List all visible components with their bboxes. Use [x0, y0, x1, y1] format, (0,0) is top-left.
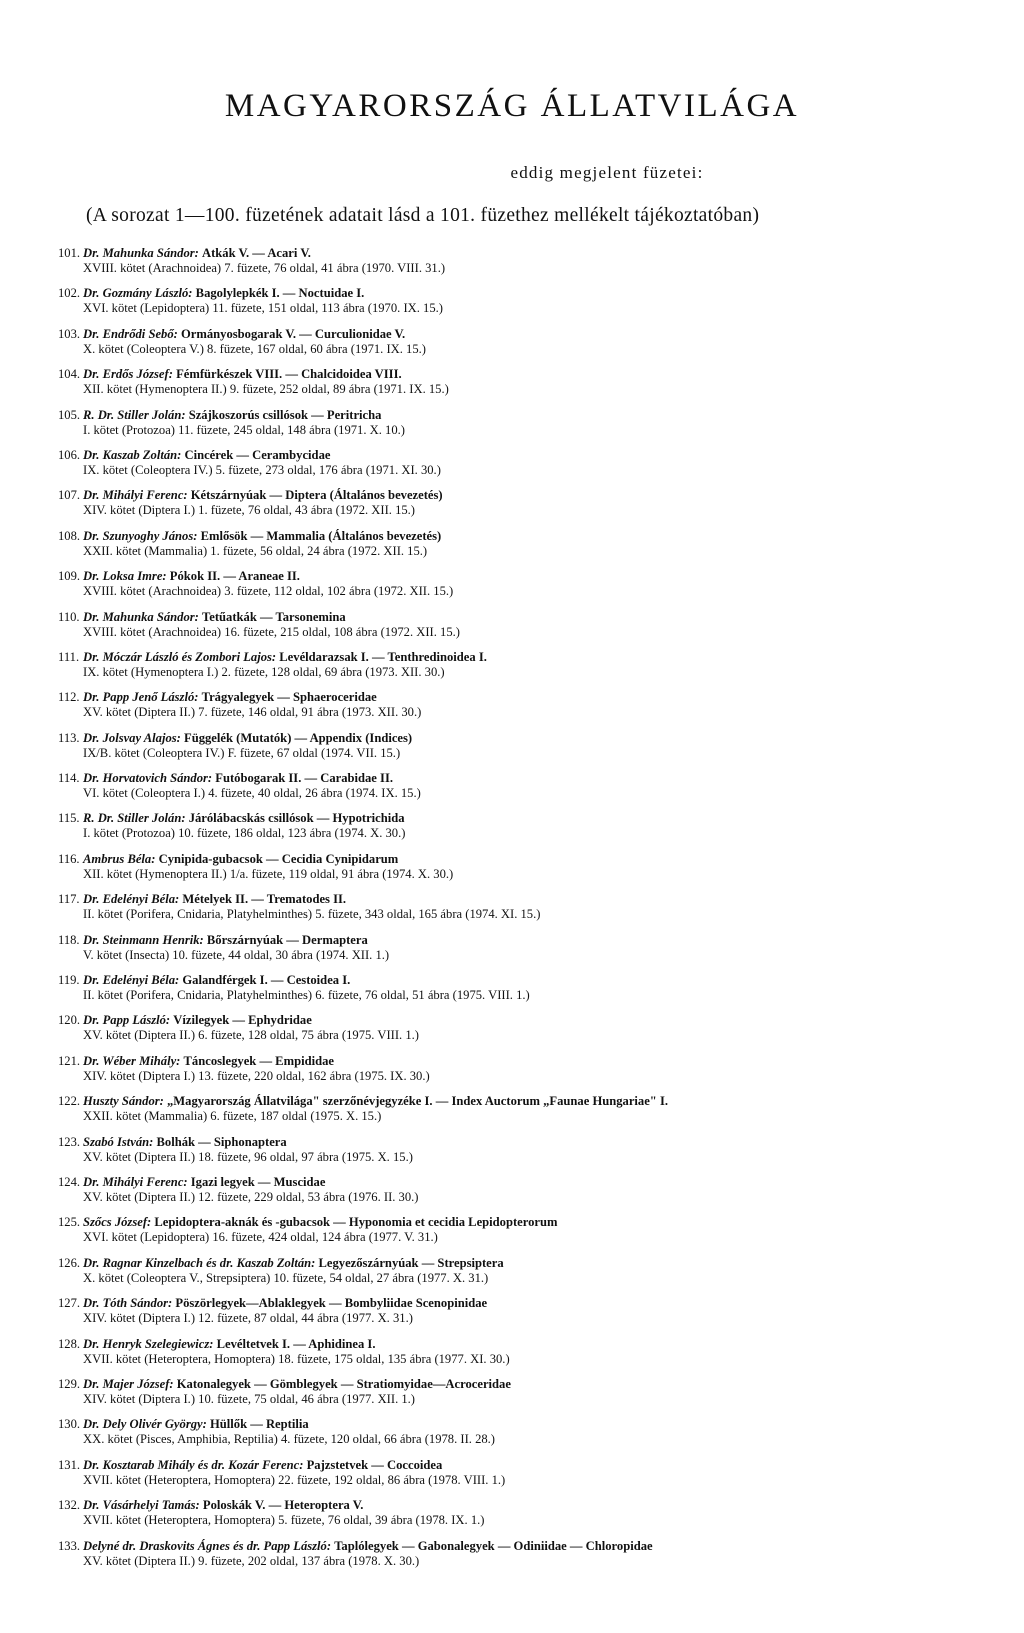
entry-number: 109. — [58, 569, 81, 584]
entry-title: Táncoslegyek — Empididae — [183, 1053, 334, 1068]
entry-author: Huszty Sándor: — [83, 1094, 164, 1109]
entry-heading-line — [58, 1135, 958, 1150]
publication-entry — [58, 246, 958, 276]
entry-title: Levéldarazsak I. — Tenthredinoidea I. — [279, 649, 487, 664]
entry-details: I. kötet (Protozoa) 10. füzete, 186 oldal, 123 ábra (1974. X. 30.) — [83, 826, 406, 841]
publication-entry — [58, 408, 958, 438]
entry-heading-line — [58, 1215, 958, 1230]
entry-heading-line — [58, 1539, 958, 1554]
publication-entry — [58, 1135, 958, 1165]
publication-entry — [58, 1498, 958, 1528]
entry-author: Dr. Dely Olivér György: — [83, 1417, 207, 1432]
publication-entry — [58, 1175, 958, 1205]
entry-author: R. Dr. Stiller Jolán: — [83, 407, 186, 422]
entry-number: 133. — [58, 1538, 81, 1553]
page-subtitle — [0, 163, 1024, 183]
entry-title: Fémfürkészek VIII. — Chalcidoidea VIII. — [176, 367, 402, 382]
entry-author: Dr. Vásárhelyi Tamás: — [83, 1498, 200, 1513]
entry-heading-line — [58, 529, 958, 544]
entry-author: Ambrus Béla: — [83, 851, 156, 866]
publication-entry — [58, 1296, 958, 1326]
entry-details: IX. kötet (Coleoptera IV.) 5. füzete, 273 oldal, 176 ábra (1971. XI. 30.) — [83, 462, 441, 477]
publication-entry — [58, 286, 958, 316]
entry-number: 131. — [58, 1457, 81, 1472]
entry-title: Pöszörlegyek—Ablaklegyek — Bombyliidae Scenopinidae — [175, 1296, 488, 1311]
publication-entry — [58, 1256, 958, 1286]
entry-title: Poloskák V. — Heteroptera V. — [202, 1498, 364, 1513]
entry-details: XVII. kötet (Heteroptera, Homoptera) 22. füzete, 192 oldal, 86 ábra (1978. VIII. 1.) — [83, 1472, 506, 1487]
entry-title: Taplólegyek — Gabonalegyek — Odiniidae — Chloropidae — [334, 1538, 653, 1553]
entry-heading-line — [58, 650, 958, 665]
entry-details: VI. kötet (Coleoptera I.) 4. füzete, 40 oldal, 26 ábra (1974. IX. 15.) — [83, 786, 421, 801]
entry-author: Dr. Papp László: — [83, 1013, 171, 1028]
entry-number: 105. — [58, 407, 81, 422]
entry-number: 115. — [58, 811, 80, 826]
entry-author: Dr. Gozmány László: — [83, 286, 193, 301]
entry-number: 126. — [58, 1255, 81, 1270]
entry-author: Dr. Mahunka Sándor: — [83, 609, 199, 624]
entry-details: II. kötet (Porifera, Cnidaria, Platyhelminthes) 5. füzete, 343 oldal, 165 ábra (1974. XI. 15.) — [83, 907, 541, 922]
publication-entry — [58, 529, 958, 559]
entry-number: 125. — [58, 1215, 81, 1230]
entry-heading-line — [58, 1256, 958, 1271]
entry-title: Futóbogarak II. — Carabidae II. — [215, 771, 393, 786]
entry-heading-line — [58, 933, 958, 948]
entry-heading-line — [58, 1417, 958, 1432]
entry-number: 123. — [58, 1134, 81, 1149]
entry-title: Legyezőszárnyúak — Strepsiptera — [318, 1255, 504, 1270]
entry-title: Igazi legyek — Muscidae — [190, 1174, 326, 1189]
entry-details: XV. kötet (Diptera II.) 9. füzete, 202 oldal, 137 ábra (1978. X. 30.) — [83, 1553, 420, 1568]
entry-title: Lepidoptera-aknák és -gubacsok — Hyponomia et cecidia Lepidopterorum — [154, 1215, 558, 1230]
entry-number: 101. — [58, 246, 81, 260]
entry-author: Dr. Tóth Sándor: — [83, 1296, 173, 1311]
entry-number: 116. — [58, 851, 80, 866]
entry-number: 103. — [58, 326, 81, 341]
page-title: MAGYARORSZÁG ÁLLATVILÁGA — [224, 88, 800, 124]
entry-details: IX. kötet (Hymenoptera I.) 2. füzete, 128 oldal, 69 ábra (1973. XII. 30.) — [83, 664, 445, 679]
publication-entry — [58, 1054, 958, 1084]
entry-details: XV. kötet (Diptera II.) 6. füzete, 128 oldal, 75 ábra (1975. VIII. 1.) — [83, 1028, 419, 1043]
entry-details: V. kötet (Insecta) 10. füzete, 44 oldal, 30 ábra (1974. XII. 1.) — [83, 947, 390, 962]
entry-author: Dr. Mihályi Ferenc: — [83, 488, 188, 503]
entry-author: Dr. Móczár László és Zombori Lajos: — [83, 649, 277, 664]
entry-title: Kétszárnyúak — Diptera (Általános bevezetés) — [190, 488, 443, 503]
entry-number: 118. — [58, 932, 80, 947]
entry-heading-line — [58, 892, 958, 907]
entry-details: XVI. kötet (Lepidoptera) 11. füzete, 151 oldal, 113 ábra (1970. IX. 15.) — [83, 301, 443, 316]
entry-number: 113. — [58, 730, 80, 745]
entry-title: Galandférgek I. — Cestoidea I. — [182, 973, 351, 988]
entry-number: 110. — [58, 609, 80, 624]
entry-title: Cincérek — Cerambycidae — [184, 447, 331, 462]
entry-author: R. Dr. Stiller Jolán: — [83, 811, 186, 826]
entry-author: Dr. Edelényi Béla: — [83, 892, 180, 907]
publication-entry — [58, 1337, 958, 1367]
entry-heading-line — [58, 811, 958, 826]
entry-author: Szőcs József: — [83, 1215, 152, 1230]
entry-number: 108. — [58, 528, 81, 543]
publication-entry — [58, 1458, 958, 1488]
entry-heading-line — [58, 408, 958, 423]
publication-entry — [58, 892, 958, 922]
entry-details: I. kötet (Protozoa) 11. füzete, 245 oldal, 148 ábra (1971. X. 10.) — [83, 422, 405, 437]
entry-author: Dr. Endrődi Sebő: — [83, 326, 178, 341]
entry-author: Dr. Wéber Mihály: — [83, 1053, 181, 1068]
entry-title: Vízilegyek — Ephydridae — [173, 1013, 312, 1028]
entry-heading-line — [58, 286, 958, 301]
entry-heading-line — [58, 771, 958, 786]
entry-heading-line — [58, 1094, 958, 1109]
entry-title: Szájkoszorús csillósok — Peritricha — [188, 407, 382, 422]
publication-entry — [58, 973, 958, 1003]
entry-details: XV. kötet (Diptera II.) 12. füzete, 229 oldal, 53 ábra (1976. II. 30.) — [83, 1189, 419, 1204]
entry-title: Ormányosbogarak V. — Curculionidae V. — [180, 326, 406, 341]
entry-author: Dr. Loksa Imre: — [83, 569, 167, 584]
entry-details: XIV. kötet (Diptera I.) 10. füzete, 75 oldal, 46 ábra (1977. XII. 1.) — [83, 1391, 415, 1406]
entry-heading-line — [58, 1458, 958, 1473]
publication-entry — [58, 448, 958, 478]
entry-author: Dr. Jolsvay Alajos: — [83, 730, 181, 745]
entry-author: Dr. Steinmann Henrik: — [83, 932, 204, 947]
entry-author: Dr. Mihályi Ferenc: — [83, 1174, 188, 1189]
entry-heading-line — [58, 852, 958, 867]
series-note: (A sorozat 1—100. füzetének adatait lásd a 101. füzethez mellékelt tájékoztatóban) — [86, 205, 760, 226]
entry-heading-line — [58, 246, 958, 261]
entry-author: Delyné dr. Draskovits Ágnes és dr. Papp László: — [83, 1538, 332, 1553]
entry-author: Szabó István: — [83, 1134, 154, 1149]
entry-heading-line — [58, 1175, 958, 1190]
entry-heading-line — [58, 448, 958, 463]
publication-entry — [58, 771, 958, 801]
entry-number: 122. — [58, 1094, 81, 1109]
entry-title: Mételyek II. — Trematodes II. — [182, 892, 347, 907]
entry-number: 117. — [58, 892, 80, 907]
entry-title: Atkák V. — Acari V. — [202, 246, 311, 260]
entry-details: XII. kötet (Hymenoptera II.) 9. füzete, 252 oldal, 89 ábra (1971. IX. 15.) — [83, 382, 449, 397]
publication-entry — [58, 1417, 958, 1447]
entry-details: XXII. kötet (Mammalia) 1. füzete, 56 oldal, 24 ábra (1972. XII. 15.) — [83, 543, 428, 558]
entry-details: XIV. kötet (Diptera I.) 1. füzete, 76 oldal, 43 ábra (1972. XII. 15.) — [83, 503, 415, 518]
entry-title: Járólábacskás csillósok — Hypotrichida — [188, 811, 405, 826]
entry-title: „Magyarország Állatvilága" szerzőnévjegyzéke I. — Index Auctorum „Faunae Hungariae" I. — [167, 1094, 669, 1109]
entry-details: XVII. kötet (Heteroptera, Homoptera) 18. füzete, 175 oldal, 135 ábra (1977. XI. 30.) — [83, 1351, 510, 1366]
entry-details: XVI. kötet (Lepidoptera) 16. füzete, 424 oldal, 124 ábra (1977. V. 31.) — [83, 1230, 438, 1245]
entry-details: XIV. kötet (Diptera I.) 12. füzete, 87 oldal, 44 ábra (1977. X. 31.) — [83, 1311, 413, 1326]
entry-title: Tetűatkák — Tarsonemina — [202, 609, 346, 624]
entry-details: XVIII. kötet (Arachnoidea) 16. füzete, 215 oldal, 108 ábra (1972. XII. 15.) — [83, 624, 460, 639]
entry-details: XIV. kötet (Diptera I.) 13. füzete, 220 oldal, 162 ábra (1975. IX. 30.) — [83, 1068, 430, 1083]
entry-author: Dr. Horvatovich Sándor: — [83, 771, 213, 786]
entry-heading-line — [58, 1013, 958, 1028]
publication-entry — [58, 1013, 958, 1043]
entry-title: Bolhák — Siphonaptera — [156, 1134, 287, 1149]
entry-number: 106. — [58, 447, 81, 462]
entry-author: Dr. Mahunka Sándor: — [83, 246, 199, 260]
entry-number: 102. — [58, 286, 81, 301]
publication-entry — [58, 610, 958, 640]
entry-details: XVIII. kötet (Arachnoidea) 3. füzete, 112 oldal, 102 ábra (1972. XII. 15.) — [83, 584, 454, 599]
publication-entry — [58, 933, 958, 963]
entry-number: 128. — [58, 1336, 81, 1351]
entry-heading-line — [58, 610, 958, 625]
publication-entry — [58, 731, 958, 761]
entry-title: Cynipida-gubacsok — Cecidia Cynipidarum — [158, 851, 399, 866]
entry-number: 104. — [58, 367, 81, 382]
entry-author: Dr. Henryk Szelegiewicz: — [83, 1336, 214, 1351]
publication-entry — [58, 811, 958, 841]
entry-title: Trágyalegyek — Sphaeroceridae — [201, 690, 377, 705]
publication-entry — [58, 1094, 958, 1124]
entry-heading-line — [58, 1054, 958, 1069]
entry-details: IX/B. kötet (Coleoptera IV.) F. füzete, 67 oldal (1974. VII. 15.) — [83, 745, 401, 760]
publication-entry — [58, 1215, 958, 1245]
entry-author: Dr. Erdős József: — [83, 367, 173, 382]
subtitle-text: eddig megjelent füzetei: — [510, 163, 704, 182]
entry-author: Dr. Szunyoghy János: — [83, 528, 198, 543]
entry-heading-line — [58, 731, 958, 746]
entry-heading-line — [58, 569, 958, 584]
entry-number: 129. — [58, 1376, 81, 1391]
entry-details: XXII. kötet (Mammalia) 6. füzete, 187 oldal (1975. X. 15.) — [83, 1109, 382, 1124]
entry-number: 107. — [58, 488, 81, 503]
entry-details: XX. kötet (Pisces, Amphibia, Reptilia) 4. füzete, 120 oldal, 66 ábra (1978. II. 28.) — [83, 1432, 496, 1447]
entry-number: 121. — [58, 1053, 81, 1068]
entry-number: 127. — [58, 1296, 81, 1311]
entry-title: Emlősök — Mammalia (Általános bevezetés) — [200, 528, 442, 543]
publication-entry — [58, 569, 958, 599]
entry-details: X. kötet (Coleoptera V.) 8. füzete, 167 oldal, 60 ábra (1971. IX. 15.) — [83, 341, 426, 356]
entry-number: 130. — [58, 1417, 81, 1432]
entry-title: Hüllők — Reptilia — [209, 1417, 309, 1432]
entry-number: 111. — [58, 649, 80, 664]
entry-heading-line — [58, 488, 958, 503]
entry-heading-line — [58, 1377, 958, 1392]
publication-entry — [58, 1539, 958, 1569]
entry-title: Függelék (Mutatók) — Appendix (Indices) — [184, 730, 413, 745]
entry-details: XVIII. kötet (Arachnoidea) 7. füzete, 76 oldal, 41 ábra (1970. VIII. 31.) — [83, 261, 446, 275]
publication-entry — [58, 852, 958, 882]
entry-details: XVII. kötet (Heteroptera, Homoptera) 5. füzete, 76 oldal, 39 ábra (1978. IX. 1.) — [83, 1513, 485, 1528]
entry-author: Dr. Kosztarab Mihály és dr. Kozár Ferenc: — [83, 1457, 304, 1472]
entry-number: 124. — [58, 1174, 81, 1189]
publication-entry — [58, 690, 958, 720]
entry-author: Dr. Kaszab Zoltán: — [83, 447, 182, 462]
entry-title: Pókok II. — Araneae II. — [169, 569, 300, 584]
publication-list — [58, 246, 958, 1579]
entry-details: XV. kötet (Diptera II.) 7. füzete, 146 oldal, 91 ábra (1973. XII. 30.) — [83, 705, 422, 720]
publication-entry — [58, 488, 958, 518]
entry-details: XV. kötet (Diptera II.) 18. füzete, 96 oldal, 97 ábra (1975. X. 15.) — [83, 1149, 413, 1164]
entry-title: Pajzstetvek — Coccoidea — [306, 1457, 443, 1472]
entry-author: Dr. Ragnar Kinzelbach és dr. Kaszab Zoltán: — [83, 1255, 316, 1270]
entry-title: Levéltetvek I. — Aphidinea I. — [216, 1336, 376, 1351]
entry-number: 132. — [58, 1498, 81, 1513]
entry-author: Dr. Edelényi Béla: — [83, 973, 180, 988]
entry-heading-line — [58, 1296, 958, 1311]
entry-author: Dr. Majer József: — [83, 1376, 174, 1391]
entry-number: 114. — [58, 771, 80, 786]
entry-heading-line — [58, 1337, 958, 1352]
entry-heading-line — [58, 367, 958, 382]
entry-details: X. kötet (Coleoptera V., Strepsiptera) 10. füzete, 54 oldal, 27 ábra (1977. X. 31.) — [83, 1270, 489, 1285]
entry-author: Dr. Papp Jenő László: — [83, 690, 199, 705]
entry-title: Bagolylepkék I. — Noctuidae I. — [195, 286, 365, 301]
publication-entry — [58, 650, 958, 680]
entry-heading-line — [58, 690, 958, 705]
entry-heading-line — [58, 1498, 958, 1513]
entry-heading-line — [58, 973, 958, 988]
publication-entry — [58, 1377, 958, 1407]
entry-number: 120. — [58, 1013, 81, 1028]
publication-entry — [58, 327, 958, 357]
entry-number: 112. — [58, 690, 80, 705]
entry-number: 119. — [58, 973, 80, 988]
publication-entry — [58, 367, 958, 397]
entry-title: Bőrszárnyúak — Dermaptera — [206, 932, 368, 947]
entry-details: XII. kötet (Hymenoptera II.) 1/a. füzete, 119 oldal, 91 ábra (1974. X. 30.) — [83, 866, 454, 881]
entry-title: Katonalegyek — Gömblegyek — Stratiomyidae—Acroceridae — [176, 1376, 511, 1391]
entry-details: II. kötet (Porifera, Cnidaria, Platyhelminthes) 6. füzete, 76 oldal, 51 ábra (1975. VIII. 1.) — [83, 988, 530, 1003]
entry-heading-line — [58, 327, 958, 342]
